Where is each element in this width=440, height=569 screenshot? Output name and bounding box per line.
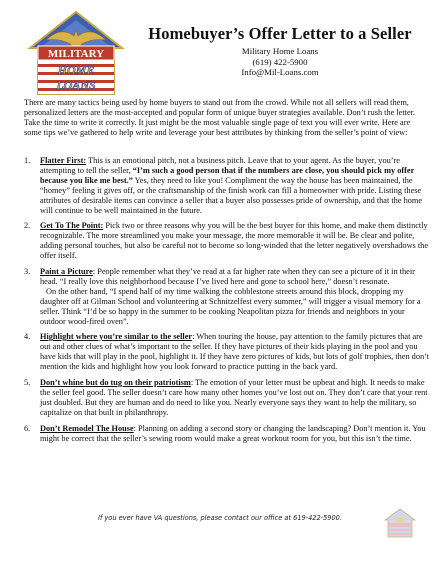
tip-item bbox=[24, 378, 432, 418]
tip-text bbox=[40, 378, 432, 418]
tip-body: : Planning on adding a second story or changing the landscaping? Don’t mention it. You might be correct that the seller’s sewing room would make a great workout room for you, but this isn’t the time. bbox=[40, 424, 426, 443]
intro-paragraph: There are many tactics being used by home buyers to stand out from the crowd. While not all sellers will read them, personalized letters are the most-accepted and popular form of unique buyer strategies available. Don’t rush the letter. Take the time to write it correctly. It just might be the most valuable single page of text you will ever write. Here are some tips we’ve gathered to help write and leverage your best attributes by thinking from the seller’s point of view: bbox=[24, 98, 416, 137]
tip-number: 6. bbox=[24, 424, 31, 433]
tip-number: 3. bbox=[24, 267, 31, 276]
tip-heading: Get To The Point: bbox=[40, 221, 104, 230]
tip-number: 5. bbox=[24, 378, 31, 387]
tip-heading: Don’t Remodel The House bbox=[40, 424, 134, 433]
tip-heading: Don’t whine but do tug on their patriotism bbox=[40, 378, 191, 387]
tip-text bbox=[40, 221, 432, 261]
tip-item bbox=[24, 221, 432, 261]
tip-body: : People remember what they’ve read at a far higher rate when they can see a picture of it in their head. “I really love this neighborhood because I’ve lived here and gone to school here,” doesn’t resonate. bbox=[40, 267, 415, 286]
company-email: Info@Mil-Loans.com bbox=[241, 67, 319, 77]
tip-number: 2. bbox=[24, 221, 31, 230]
company-phone: (619) 422-5900 bbox=[252, 56, 308, 67]
tip-item bbox=[24, 424, 432, 444]
tip-text bbox=[40, 156, 432, 215]
tip-heading: Highlight where you’re similar to the seller bbox=[40, 332, 193, 341]
logo-line1: MILITARY bbox=[47, 48, 105, 60]
tip-body: Pick two or three reasons why you will be the best buyer for this home, and make them distinctly recognizable. The more streamlined you make your message, the more memorable it will be. Be clear and polite, adding personal touches, but also be careful not to become so long-winded that the letter negatively overshadows the offer itself. bbox=[40, 221, 428, 260]
page-title: Homebuyer’s Offer Letter to a Seller bbox=[148, 24, 412, 43]
company-name: Military Home Loans bbox=[241, 46, 319, 56]
letter-header bbox=[130, 24, 430, 78]
footer-logo bbox=[384, 508, 416, 538]
tip-text bbox=[40, 267, 432, 287]
logo-line2: HOME bbox=[57, 63, 95, 77]
tip-heading: Flatter First: bbox=[40, 156, 87, 165]
tip-text bbox=[40, 332, 432, 372]
tip-text bbox=[40, 424, 432, 444]
tip-extra-paragraph: On the other hand, “I spend half of my time walking the cobblestone streets around this block, dropping my daughter off at Gilman School and volunteering at Schnitzelfest every summer,” will trigger a visual memory for a seller. Think “I’d be so happy in the summer to be cooking Neapolitan pizza for friends and neighbors in your outdoor wood-fired oven”. bbox=[40, 286, 421, 326]
tip-item bbox=[24, 156, 432, 215]
tip-body: : When touring the house, pay attention to the family pictures that are out and other clues of what’s important to the seller. If they have pictures of their kids playing in the pool and you have kids that will play in the pool, highlight it. If they have zero pictures of kids, but lots of golf trophies, then don’t mention the kids and highlight how you look forward to practice putting in the back yard. bbox=[40, 332, 430, 371]
logo-line3: LOANS bbox=[56, 78, 96, 92]
tip-item bbox=[24, 267, 432, 326]
tip-heading: Paint a Picture bbox=[40, 267, 93, 276]
footer-contact: If you ever have VA questions, please contact our office at 619-422-5900. bbox=[98, 514, 342, 522]
tip-body-continued: Yes, they need to like you! Compliment the way the house has been maintained, the “homey” feeling it gives off, or the craftsmanship of the finish work can fill a homeowner with pride. Listing these attributes of desirable items can convince a seller that a buyer also possesses pride of ownership, and that the home will continue to be well maintained in the future. bbox=[40, 175, 423, 215]
tip-number: 4. bbox=[24, 332, 31, 341]
tip-number: 1. bbox=[24, 156, 31, 165]
tip-quote: “I’m such a good person that if the numbers are close, you should pick my offer because you like me best.” bbox=[40, 165, 415, 185]
tip-body: This is an emotional pitch, not a business pitch. Leave that to your agent. As the buyer, you’re attempting to tell the seller, bbox=[40, 156, 400, 175]
tip-item bbox=[24, 332, 432, 372]
tip-body: : The emotion of your letter must be upbeat and high. It needs to make the seller feel good. The seller doesn’t care how many other homes you’ve lost out on. They don’t care that your rent just doubled. But they are human and do need to like you. Nearly everyone says they want to help the military, so capitalize on that built in philanthropy. bbox=[40, 378, 428, 417]
company-logo bbox=[26, 10, 126, 96]
